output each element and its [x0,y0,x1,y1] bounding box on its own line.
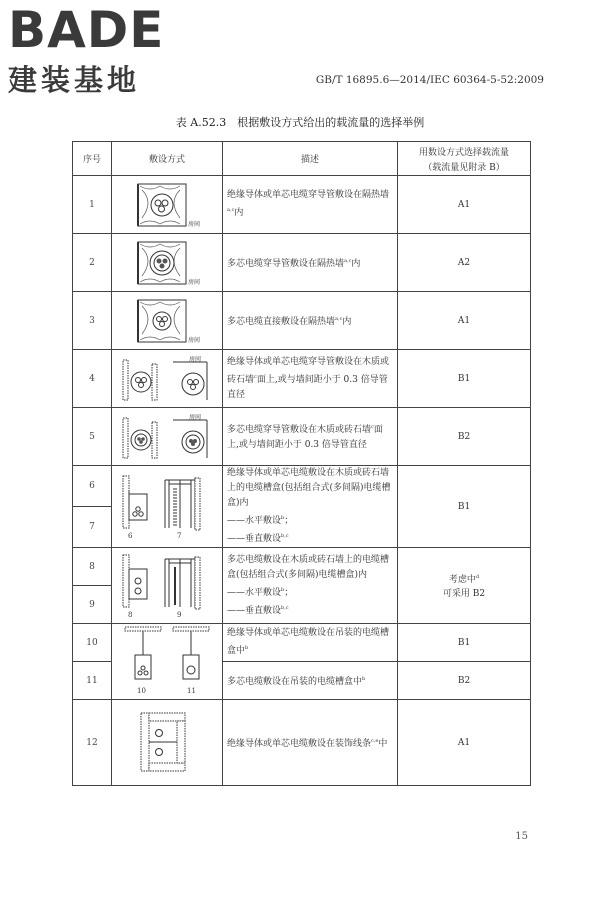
desc-subitem: ——垂直敷设 [227,605,282,616]
figure-label: 9 [177,610,182,619]
row-description [223,176,398,234]
row-description [223,234,398,292]
row-number: 10 [73,624,112,662]
desc-text: 绝缘导体或单芯电缆敷设在吊装的电缆槽盒中 [227,628,390,656]
row-description [223,292,398,350]
table-row [73,292,531,350]
col-header-desc: 描述 [223,142,398,176]
col-header-ref-note: （载流量见附录 B） [423,162,505,173]
figure-label: 8 [128,610,133,619]
table-row [73,350,531,408]
page-number: 15 [515,831,528,842]
row-reference: A2 [398,234,531,292]
desc-note: b [281,515,285,521]
method-figure [112,350,223,408]
desc-note: a,c [344,257,352,264]
insulated-wall-conduit-figure [132,180,202,230]
desc-text: 多芯电缆敷设在木质或砖石墙上的电缆槽盒(包括组合式(多间隔)电缆槽盒)内 [227,554,390,580]
desc-text: 绝缘导体或单芯电缆敷设在装饰线条 [227,738,372,749]
row-description [223,548,398,624]
figure-label: 11 [187,686,196,695]
desc-note: c,e [371,737,379,744]
method-figure [112,234,223,292]
table-title: 表 A.52.3 根据敷设方式给出的载流量的选择举例 [175,116,425,129]
row-description [223,466,398,548]
row-reference: B1 [398,466,531,548]
wall-trunking-multicore-figure [117,551,217,621]
wall-mounted-multicore-conduit-figure [117,414,217,460]
header-row [73,142,531,176]
row-reference: B1 [398,624,531,662]
figure-label: 10 [137,686,146,695]
row-reference: A1 [398,176,531,234]
row-reference: A1 [398,292,531,350]
room-label: 房间 [188,220,201,228]
row-number: 8 [73,548,112,586]
row-reference: B2 [398,662,531,700]
col-header-ref-title: 用数设方式选择载流量 [418,147,509,158]
suspended-trunking-figure [117,625,217,699]
table-row [73,624,531,662]
room-label: 房间 [188,336,201,344]
desc-note: a,c [227,207,235,213]
col-header-num: 序号 [73,142,112,176]
desc-note: c [371,424,374,430]
row-number: 6 [73,466,112,507]
row-number: 2 [73,234,112,292]
row-reference [398,548,531,624]
ref-line2: 可采用 B2 [442,589,486,599]
desc-tail: 面上,或与墙间距小于 0.3 倍导管直径 [227,374,388,400]
desc-note: b,c [281,533,289,539]
desc-tail: 内 [234,208,244,218]
method-figure [112,292,223,350]
desc-subitem: ——水平敷设 [227,587,282,598]
table-row [73,466,531,507]
desc-note: b [245,645,249,651]
desc-tail: ； [284,516,294,526]
table-row [73,234,531,292]
row-number: 4 [73,350,112,408]
logo-subtitle: 建装基地 [8,63,141,97]
desc-text: 多芯电缆穿导管敷设在木质或砖石墙 [227,425,372,435]
method-figure [112,408,223,466]
row-number: 11 [73,662,112,700]
ref-note: d [475,574,480,580]
logo-text: BADE [8,1,165,59]
table-row [73,408,531,466]
desc-tail: 内 [351,258,361,269]
row-number: 5 [73,408,112,466]
figure-label: 6 [128,531,133,540]
logo-wordmark [8,1,165,59]
table-row [73,176,531,234]
desc-note: b,c [281,604,289,611]
desc-text: 绝缘导体或单芯电缆穿导管敷设在隔热墙 [227,190,390,200]
desc-note: b [362,675,366,682]
row-reference: B2 [398,408,531,466]
desc-tail: ； [284,587,294,598]
row-number: 1 [73,176,112,234]
method-figure [112,700,223,786]
row-description [223,408,398,466]
desc-text: 绝缘导体或单芯电缆敷设在木质或砖石墙上的电缆槽盒(包括组合式(多间隔)电缆槽盒)内 [227,468,391,508]
row-description [223,624,398,662]
ref-text: 考虑中 [448,575,476,585]
row-number: 12 [73,700,112,786]
desc-subitem: ——水平敷设 [227,516,282,526]
row-description [223,700,398,786]
wall-trunking-figure [117,472,217,542]
standard-code: GB/T 16895.6—2014/IEC 60364-5-52:2009 [315,74,544,86]
desc-text: 绝缘导体或单芯电缆穿导管敷设在木质或砖石墙 [227,356,390,385]
method-figure [112,176,223,234]
room-label: 房间 [188,278,201,286]
desc-text: 多芯电缆直接敷设在隔热墙 [227,316,336,327]
method-figure [112,466,223,548]
col-header-ref [398,142,531,176]
logo [8,1,165,99]
desc-note: a,c [335,315,343,322]
row-number: 9 [73,586,112,624]
room-label: 房间 [189,355,202,363]
row-reference: B1 [398,350,531,408]
insulated-wall-direct-figure [132,296,202,346]
row-number: 3 [73,292,112,350]
desc-note: c [254,373,257,380]
desc-text: 多芯电缆穿导管敷设在隔热墙 [227,258,345,269]
desc-text: 多芯电缆敷设在吊装的电缆槽盒中 [227,676,363,687]
row-number: 7 [73,507,112,548]
insulated-wall-multicore-conduit-figure [132,238,202,288]
room-label: 房间 [189,413,202,421]
moulding-figure [137,707,197,779]
table-row [73,548,531,586]
table-row [73,700,531,786]
installation-methods-table [72,141,531,786]
desc-tail: 面上,或与墙间距小于 0.3 倍导管直径 [227,425,383,450]
row-description [223,350,398,408]
method-figure [112,624,223,700]
desc-tail: 中 [378,738,388,749]
col-header-method: 敷设方式 [112,142,223,176]
figure-label: 7 [177,531,182,540]
desc-subitem: ——垂直敷设 [227,534,282,544]
row-description [223,662,398,700]
wall-mounted-conduit-figure [117,356,217,402]
desc-tail: 内 [342,316,352,327]
row-reference: A1 [398,700,531,786]
method-figure [112,548,223,624]
desc-note: b [281,586,285,593]
